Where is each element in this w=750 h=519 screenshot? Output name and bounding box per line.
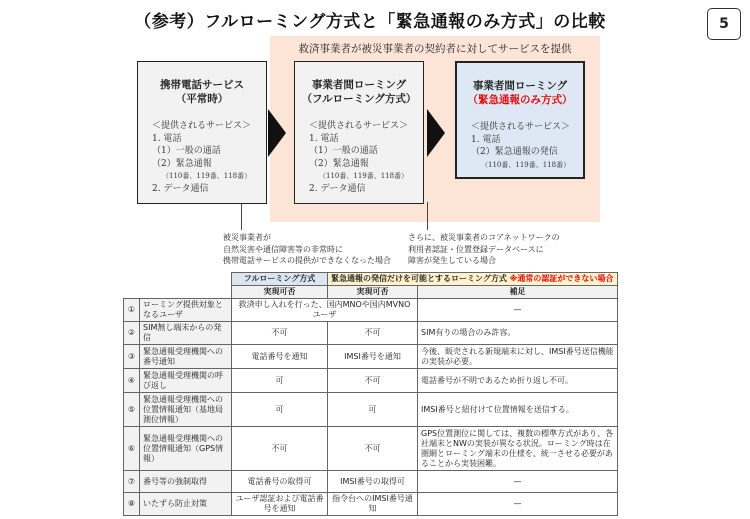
row-item: いたずら防止対策 <box>140 493 232 516</box>
box-title: 携帯電話サービス <box>160 79 244 91</box>
row-remarks: IMSI番号と紐付けて位置情報を送信する。 <box>418 393 618 427</box>
box-subtitle: （フルローミング方式） <box>301 93 417 105</box>
callout-line <box>241 204 242 230</box>
row-number: ② <box>124 322 140 345</box>
row-emergency-value: IMSI番号を通知 <box>328 345 418 369</box>
row-number: ⑦ <box>124 471 140 493</box>
box-title: 事業者間ローミング <box>311 79 407 91</box>
row-number: ③ <box>124 345 140 369</box>
row-full-value: 不可 <box>232 427 328 471</box>
row-item: ローミング提供対象となるユーザ <box>140 299 232 322</box>
service-line: （1）一般の通話 <box>152 146 221 156</box>
row-item: 緊急通報受理機関への番号通知 <box>140 345 232 369</box>
emergency-numbers: （110番、119番、118番） <box>319 172 409 180</box>
normal-service-box <box>137 61 267 204</box>
note-line: 自然災害や通信障害等の非常時に <box>223 244 343 254</box>
service-line: （2）緊急通報 <box>152 158 212 169</box>
page-number: 5 <box>707 8 741 40</box>
disaster-condition-note <box>223 232 391 267</box>
comparison-table <box>123 272 618 516</box>
row-item: 緊急通報受理機関への位置情報通知（GPS情報） <box>140 427 232 471</box>
box-subtitle: （平常時） <box>175 93 229 105</box>
row-remarks: SIM有りの場合のみ許容。 <box>418 322 618 345</box>
header-emergency-label: 緊急通報の発信だけを可能とするローミング方式 <box>331 274 507 283</box>
relief-provider-label: 救済事業者が被災事業者の契約者に対してサービスを提供 <box>298 43 572 55</box>
table-row <box>124 299 618 322</box>
service-heading: ＜提供されるサービス＞ <box>471 122 571 132</box>
row-item: 番号等の強制取得 <box>140 471 232 493</box>
full-roaming-box <box>294 61 424 204</box>
page-title: （参考）フルローミング方式と「緊急通報のみ方式」の比較 <box>134 12 606 32</box>
row-remarks: — <box>418 299 618 322</box>
row-remarks: 今後、販売される新規端末に対し、IMSI番号送信機能の実装が必要。 <box>418 345 618 369</box>
table-row <box>124 345 618 369</box>
row-remarks: 電話番号が不明であるため折り返し不可。 <box>418 369 618 393</box>
row-emergency-value: IMSI番号の取得可 <box>328 471 418 493</box>
service-line: 1. 電話 <box>471 134 501 145</box>
row-full-value: 電話番号を通知 <box>232 345 328 369</box>
row-emergency-value: 指令台へのIMSI番号通知 <box>328 493 418 516</box>
box-subtitle-emphasis: （緊急通報のみ方式） <box>467 94 573 106</box>
service-line: 1. 電話 <box>309 133 339 144</box>
row-remarks: — <box>418 471 618 493</box>
row-full-value: 電話番号の取得可 <box>232 471 328 493</box>
table-row <box>124 493 618 516</box>
row-full-value: ユーザ認証および電話番号を通知 <box>232 493 328 516</box>
table-row <box>124 322 618 345</box>
arrow-right-icon <box>268 109 286 157</box>
service-line: （2）緊急通報の発信 <box>471 147 558 157</box>
row-remarks: GPS位置測位に関しては、複数の標準方式があり、各社端末とNWの実装が異なる状況。ローミング時は在圏網とローミング端末の仕様を、統一させる必要があることから実装困難。 <box>418 427 618 471</box>
row-number: ⑤ <box>124 393 140 427</box>
row-item: SIM無し端末からの発信 <box>140 322 232 345</box>
service-line: （1）一般の通話 <box>309 146 378 156</box>
note-line: 障害が発生している場合 <box>408 256 496 265</box>
header-emergency-only <box>328 273 618 286</box>
arrow-right-icon <box>427 109 445 157</box>
service-line: （2）緊急通報 <box>309 158 369 169</box>
row-emergency-value: 可 <box>328 393 418 427</box>
emergency-numbers: （110番、119番、118番） <box>481 160 571 169</box>
note-line: 利用者認証・位置登録データベースに <box>408 244 544 254</box>
header-full-roaming: フルローミング方式 <box>232 273 328 286</box>
service-heading: ＜提供されるサービス＞ <box>152 121 252 131</box>
callout-line <box>427 202 428 230</box>
table-row <box>124 427 618 471</box>
note-line: 携帯電話サービスの提供ができなくなった場合 <box>223 256 391 265</box>
row-full-value: 可 <box>232 393 328 427</box>
emergency-only-roaming-box <box>455 61 585 179</box>
service-heading: ＜提供されるサービス＞ <box>309 121 409 131</box>
row-number: ⑧ <box>124 493 140 516</box>
header-blank <box>124 273 232 299</box>
row-remarks: — <box>418 493 618 516</box>
subheader-emergency: 実現可否 <box>328 286 418 299</box>
row-number: ④ <box>124 369 140 393</box>
row-item: 緊急通報受理機関への位置情報通知（基地局測位情報） <box>140 393 232 427</box>
note-line: さらに、被災事業者のコアネットワークの <box>408 233 560 242</box>
service-line: 2. データ通信 <box>152 183 209 194</box>
row-number: ① <box>124 299 140 322</box>
table-header-row <box>124 273 618 286</box>
table-row <box>124 393 618 427</box>
note-line: 被災事業者が <box>223 233 271 242</box>
core-network-failure-note <box>408 232 560 267</box>
service-line: 2. データ通信 <box>309 183 366 194</box>
row-number: ⑥ <box>124 427 140 471</box>
row-emergency-value: 不可 <box>328 369 418 393</box>
header-emergency-note: ※通常の認証ができない場合 <box>509 274 614 283</box>
row-emergency-value: 不可 <box>328 427 418 471</box>
row-emergency-value: 不可 <box>328 322 418 345</box>
service-line: 1. 電話 <box>152 133 182 144</box>
emergency-numbers: （110番、119番、118番） <box>162 172 252 180</box>
subheader-remarks: 補足 <box>418 286 618 299</box>
table-row <box>124 369 618 393</box>
row-full-value: 不可 <box>232 322 328 345</box>
subheader-full: 実現可否 <box>232 286 328 299</box>
row-item: 緊急通報受理機関の呼び返し <box>140 369 232 393</box>
table-row <box>124 471 618 493</box>
box-title: 事業者間ローミング <box>472 80 568 92</box>
row-full-value: 救済申し入れを行った、国内MNOや国内MVNOユーザ <box>232 299 418 322</box>
row-full-value: 可 <box>232 369 328 393</box>
